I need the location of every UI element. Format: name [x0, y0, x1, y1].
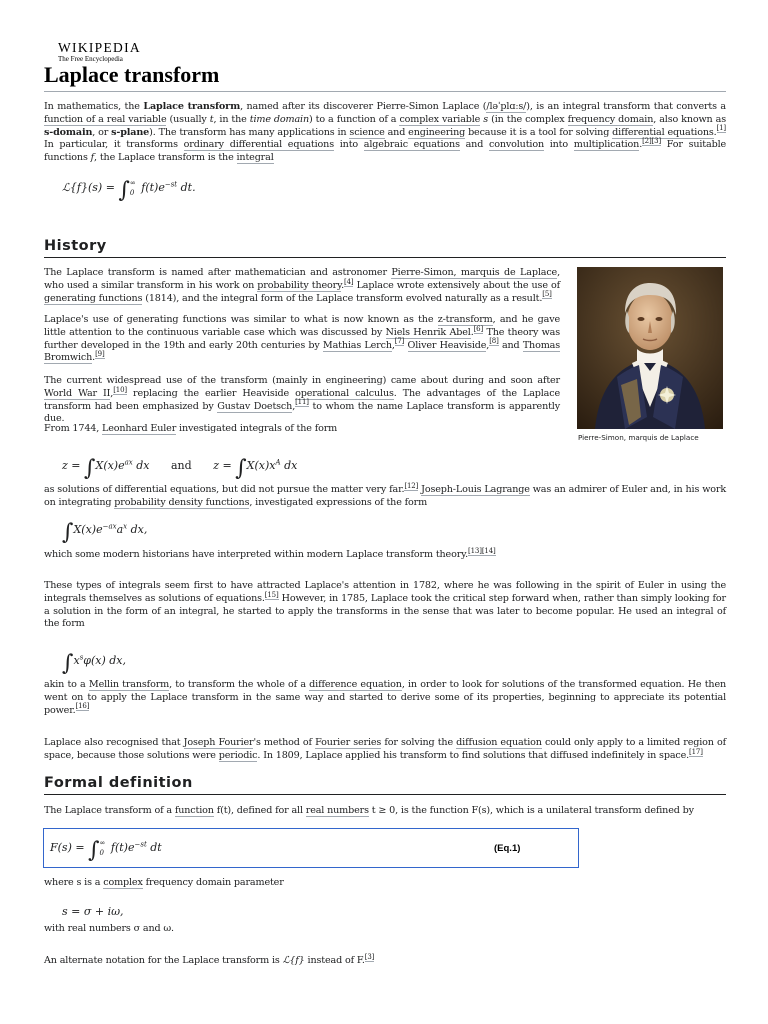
ref-17[interactable]: [17]: [689, 747, 703, 756]
link-complex[interactable]: complex: [103, 877, 143, 888]
link-thomas-bromwich[interactable]: Thomas Bromwich: [44, 339, 561, 364]
ref-3[interactable]: [3]: [364, 952, 375, 961]
formal-definition-heading: Formal definition: [44, 774, 726, 795]
history-heading: History: [44, 237, 726, 258]
link-integral[interactable]: integral: [236, 152, 274, 164]
link-real-numbers[interactable]: real numbers: [305, 805, 369, 816]
link-ode[interactable]: ordinary differential equations: [183, 139, 334, 151]
link-difference-equation[interactable]: difference equation: [309, 679, 402, 690]
link-fourier-series[interactable]: Fourier series: [315, 737, 382, 748]
link-joseph-louis-lagrange[interactable]: Joseph-Louis Lagrange: [421, 484, 530, 495]
history-paragraph-4: From 1744, Leonhard Euler investigated integrals of the form: [44, 423, 338, 434]
history-paragraph-1: The Laplace transform is named after mathematician and astronomer Pierre-Simon, marquis de Laplace, who used a similar transform in his work on probability theory.[4] Laplace wrote extensively about the use of generating functions (1814), and the integral form of the Laplace transform evolved naturally as a result.[5]: [44, 267, 560, 304]
link-function[interactable]: function: [174, 805, 214, 816]
formal-paragraph-3: with real numbers σ and ω.: [44, 923, 174, 934]
s-definition-equation: s = σ + iω,: [62, 905, 124, 918]
ref-15[interactable]: [15]: [264, 590, 279, 599]
link-world-war-ii[interactable]: World War II: [44, 387, 111, 399]
history-paragraph-9: Laplace also recognised that Joseph Fourier's method of Fourier series for solving the diffusion equation could only apply to a limited region of space, because those solutions were periodic. In 1809, Laplace applied his transform to find solutions that diffused indefinitely in space.[17]: [44, 737, 727, 761]
link-differential-equations[interactable]: differential equations: [612, 126, 714, 138]
link-engineering[interactable]: engineering: [408, 126, 466, 138]
ref-13-14[interactable]: [13][14]: [468, 546, 496, 555]
link-periodic[interactable]: periodic: [218, 749, 258, 761]
ref-6[interactable]: [6]: [473, 324, 484, 333]
eq1-formula: F(s) = ∫∞ 0 $f(t)e^{-st}$ dt: [50, 838, 162, 863]
history-paragraph-6: which some modern historians have interpreted within modern Laplace transform theory.[13][14]: [44, 546, 496, 560]
formal-paragraph-2: where s is a complex frequency domain parameter: [44, 877, 284, 888]
ref-10[interactable]: [10]: [113, 385, 127, 394]
logo-tagline: The Free Encyclopedia: [58, 54, 123, 63]
formal-paragraph-4: An alternate notation for the Laplace transform is ℒ{f} instead of F.[3]: [44, 952, 375, 966]
portrait-image: [577, 267, 723, 429]
link-joseph-fourier[interactable]: Joseph Fourier: [183, 737, 254, 748]
link-mellin-transform[interactable]: Mellin transform: [88, 679, 170, 690]
link-niels-abel[interactable]: Niels Henrik Abel: [385, 326, 471, 338]
page-title: Laplace transform: [44, 62, 726, 92]
history-paragraph-8: akin to a Mellin transform, to transform the whole of a difference equation, in order to look for solutions of the transformed equation. He then went on to apply the Laplace transform in the same way and started to derive some of its properties, beginning to appreciate its potential power.[16]: [44, 679, 727, 716]
link-function-real-variable[interactable]: function of a real variable: [44, 113, 167, 125]
ref-11[interactable]: [11]: [295, 398, 309, 407]
link-diffusion-equation[interactable]: diffusion equation: [456, 737, 542, 748]
laplace-1785-equation: $\int x^s\varphi(x)$ dx,: [62, 651, 127, 676]
history-paragraph-7: These types of integrals seem first to have attracted Laplace's attention in 1782, where he was following in the spirit of Euler in using the integrals themselves as solutions of equations.[15] However, in 1785, Laplace took the critical step forward when, rather than simply looking for a solution in the form of an integral, he started to apply the transforms in the sense that was later to become popular. He used an integral of the form: [44, 580, 726, 630]
link-leonhard-euler[interactable]: Leonhard Euler: [102, 423, 177, 434]
link-generating-functions[interactable]: generating functions: [44, 292, 143, 304]
link-laplace[interactable]: Pierre-Simon, marquis de Laplace: [391, 267, 558, 278]
history-paragraph-3: The current widespread use of the transform (mainly in engineering) came about during and soon after World War II,[10] replacing the earlier Heaviside operational calculus. The advantages of the Laplace transform had been emphasized by Gustav Doetsch,[11] to whom the name Laplace transform is apparently due.: [44, 375, 561, 425]
euler-equations: $z = \int X(x)e^{ax}$ dx and $z = \int X(x)x^A$ dx: [62, 456, 298, 481]
ref-8[interactable]: [8]: [489, 337, 499, 346]
link-convolution[interactable]: convolution: [488, 139, 544, 151]
link-frequency-domain[interactable]: frequency domain: [567, 113, 654, 125]
lagrange-equation: $\int X(x)e^{-ax}a^x$ dx,: [62, 520, 148, 545]
link-operational-calculus[interactable]: operational calculus: [295, 387, 394, 399]
history-paragraph-2: Laplace's use of generating functions was similar to what is now known as the z-transform, and he gave little attention to the continuous variable case which was discussed by Niels Henrik Abel.[6] The theory was further developed in the 19th and early 20th centuries by Mathias Lerch,[7] Oliver Heaviside,[8] and Thomas Bromwich.[9]: [44, 314, 561, 364]
ref-16[interactable]: [16]: [75, 702, 90, 711]
ref-1[interactable]: [1]: [716, 124, 726, 133]
link-complex-variable[interactable]: complex variable: [399, 113, 481, 125]
logo-wordmark: WIKIPEDIA: [58, 40, 141, 55]
eq1-label: (Eq.1): [494, 843, 521, 854]
link-oliver-heaviside[interactable]: Oliver Heaviside: [407, 339, 487, 351]
history-paragraph-5: as solutions of differential equations, but did not pursue the matter very far.[12] Joseph-Louis Lagrange was an admirer of Euler and, in his work on integrating probability density functions, investigated expressions of the form: [44, 481, 726, 508]
ref-9[interactable]: [9]: [95, 350, 105, 359]
intro-paragraph: In mathematics, the Laplace transform, named after its discoverer Pierre-Simon Laplace (/ləˈplɑːs/), is an integral transform that converts a function of a real variable (usually t, in the time domain) to a function of a complex variable s (in the complex frequency domain, also known as s-domain, or s-plane). The transform has many applications in science and engineering because it is a tool for solving differential equations.[1] In particular, it transforms ordinary differential equations into algebraic equations and convolution into multiplication.[2][3] For suitable functions f, the Laplace transform is the integral: [44, 101, 727, 164]
ref-5[interactable]: [5]: [542, 290, 552, 299]
ref-7[interactable]: [7]: [394, 337, 405, 346]
link-algebraic-equations[interactable]: algebraic equations: [363, 139, 460, 151]
laplace-portrait[interactable]: [577, 267, 723, 429]
link-multiplication[interactable]: multiplication: [573, 139, 640, 151]
portrait-caption: Pierre-Simon, marquis de Laplace: [578, 433, 699, 442]
ref-12[interactable]: [12]: [404, 481, 419, 490]
link-mathias-lerch[interactable]: Mathias Lerch: [322, 339, 392, 351]
link-science[interactable]: science: [349, 126, 385, 138]
ref-4[interactable]: [4]: [343, 277, 354, 286]
link-gustav-doetsch[interactable]: Gustav Doetsch: [217, 400, 293, 412]
formal-paragraph-1: The Laplace transform of a function f(t), defined for all real numbers t ≥ 0, is the function F(s), which is a unilateral transform defined by: [44, 805, 694, 816]
link-probability-theory[interactable]: probability theory: [257, 279, 342, 291]
ipa-link[interactable]: /ləˈplɑːs/: [486, 101, 527, 112]
ref-2-3[interactable]: [2][3]: [642, 137, 662, 146]
link-probability-density-functions[interactable]: probability density functions: [114, 496, 250, 508]
intro-equation: ℒ{f}(s) = ∫∞ 0 $f(t)e^{-st}$ dt.: [62, 178, 196, 203]
link-z-transform[interactable]: z-transform: [437, 314, 493, 325]
wikipedia-logo[interactable]: [58, 41, 141, 63]
